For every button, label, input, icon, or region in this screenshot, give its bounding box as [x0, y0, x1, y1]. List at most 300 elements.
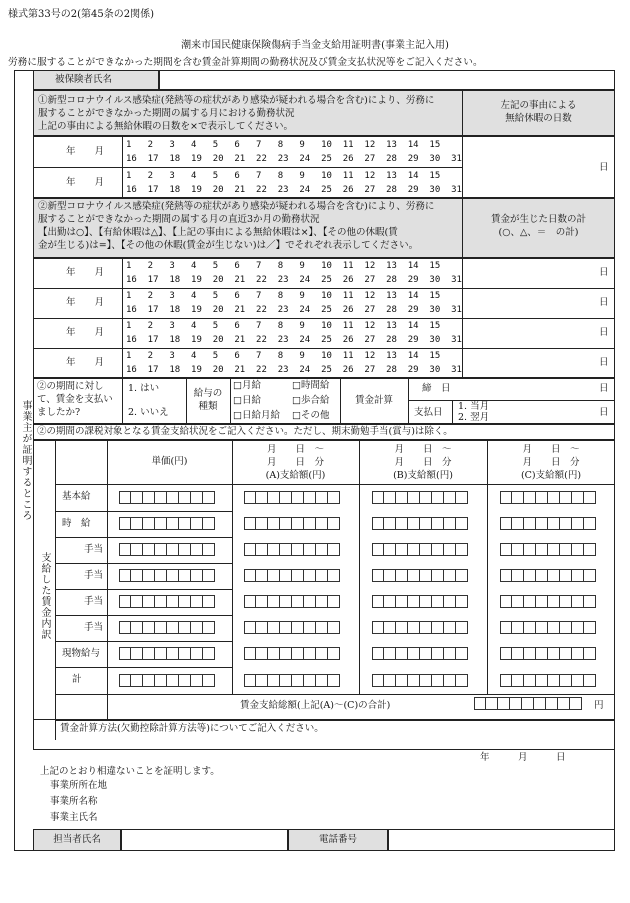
digit-cell[interactable]	[304, 621, 316, 634]
digit-cell[interactable]	[372, 569, 384, 582]
digit-cell[interactable]	[244, 517, 256, 530]
col-a-period-top[interactable]: 月 日 ～	[266, 444, 324, 455]
digit-cell[interactable]	[584, 621, 596, 634]
digit-cell[interactable]	[536, 491, 548, 504]
digit-cell[interactable]	[131, 543, 143, 556]
digit-cell[interactable]	[420, 543, 432, 556]
digit-cell[interactable]	[304, 491, 316, 504]
digit-cell[interactable]	[444, 491, 456, 504]
col-b-period-top[interactable]: 月 日 ～	[394, 444, 452, 455]
digit-cell[interactable]	[372, 491, 384, 504]
sec2-row4-ym[interactable]: 年 月	[66, 357, 105, 368]
digit-cell[interactable]	[268, 621, 280, 634]
digit-cell[interactable]	[384, 621, 396, 634]
digit-cell[interactable]	[244, 543, 256, 556]
amount-b-grid-row-5[interactable]	[372, 595, 468, 608]
digit-cell[interactable]	[500, 569, 512, 582]
digit-cell[interactable]	[512, 647, 524, 660]
digit-cell[interactable]	[548, 647, 560, 660]
digit-cell[interactable]	[512, 595, 524, 608]
digit-cell[interactable]	[548, 569, 560, 582]
digit-cell[interactable]	[560, 543, 572, 556]
digit-cell[interactable]	[500, 621, 512, 634]
digit-cell[interactable]	[143, 517, 155, 530]
digit-cell[interactable]	[372, 543, 384, 556]
digit-cell[interactable]	[372, 595, 384, 608]
unit-price-grid-row-1[interactable]	[119, 491, 215, 504]
digit-cell[interactable]	[500, 595, 512, 608]
phone-field[interactable]	[388, 829, 615, 851]
pay-type-hourly[interactable]: □時間給	[292, 380, 330, 391]
digit-cell[interactable]	[292, 543, 304, 556]
sec2-row2-days-1[interactable]: 1 2 3 4 5 6 7 8 9 10 11 12 13 14 15	[126, 291, 441, 301]
digit-cell[interactable]	[444, 647, 456, 660]
digit-cell[interactable]	[456, 517, 468, 530]
digit-cell[interactable]	[131, 647, 143, 660]
digit-cell[interactable]	[420, 621, 432, 634]
digit-cell[interactable]	[191, 674, 203, 687]
digit-cell[interactable]	[444, 621, 456, 634]
digit-cell[interactable]	[524, 595, 536, 608]
sec2-row1-days-1[interactable]: 1 2 3 4 5 6 7 8 9 10 11 12 13 14 15	[126, 261, 441, 271]
digit-cell[interactable]	[584, 595, 596, 608]
digit-cell[interactable]	[536, 595, 548, 608]
unit-price-grid-row-7[interactable]	[119, 647, 215, 660]
sec2-row2-ym[interactable]: 年 月	[66, 297, 105, 308]
digit-cell[interactable]	[512, 621, 524, 634]
digit-cell[interactable]	[155, 543, 167, 556]
pay-type-other[interactable]: □その他	[292, 410, 330, 421]
digit-cell[interactable]	[536, 517, 548, 530]
digit-cell[interactable]	[292, 491, 304, 504]
digit-cell[interactable]	[292, 569, 304, 582]
digit-cell[interactable]	[256, 647, 268, 660]
digit-cell[interactable]	[316, 517, 328, 530]
sec2-row3-days-2[interactable]: 16 17 18 19 20 21 22 23 24 25 26 27 28 29 30 31	[126, 335, 462, 345]
digit-cell[interactable]	[316, 621, 328, 634]
digit-cell[interactable]	[179, 595, 191, 608]
digit-cell[interactable]	[155, 491, 167, 504]
unit-price-grid-row-8[interactable]	[119, 674, 215, 687]
digit-cell[interactable]	[268, 647, 280, 660]
digit-cell[interactable]	[316, 543, 328, 556]
unit-price-grid-row-6[interactable]	[119, 621, 215, 634]
digit-cell[interactable]	[524, 569, 536, 582]
col-c-period-top[interactable]: 月 日 ～	[522, 444, 580, 455]
digit-cell[interactable]	[256, 569, 268, 582]
digit-cell[interactable]	[584, 517, 596, 530]
digit-cell[interactable]	[560, 491, 572, 504]
digit-cell[interactable]	[408, 595, 420, 608]
digit-cell[interactable]	[256, 491, 268, 504]
digit-cell[interactable]	[524, 517, 536, 530]
col-c-period-bottom[interactable]: 月 日 分	[522, 457, 580, 468]
digit-cell[interactable]	[244, 491, 256, 504]
unit-price-grid-row-5[interactable]	[119, 595, 215, 608]
amount-c-grid-row-3[interactable]	[500, 543, 596, 556]
digit-cell[interactable]	[167, 491, 179, 504]
digit-cell[interactable]	[203, 595, 215, 608]
digit-cell[interactable]	[572, 517, 584, 530]
digit-cell[interactable]	[408, 621, 420, 634]
digit-cell[interactable]	[500, 674, 512, 687]
digit-cell[interactable]	[432, 674, 444, 687]
digit-cell[interactable]	[316, 674, 328, 687]
amount-a-grid-row-8[interactable]	[244, 674, 340, 687]
digit-cell[interactable]	[456, 569, 468, 582]
digit-cell[interactable]	[536, 647, 548, 660]
certify-date[interactable]: 年 月 日	[480, 752, 566, 763]
digit-cell[interactable]	[572, 491, 584, 504]
digit-cell[interactable]	[131, 569, 143, 582]
digit-cell[interactable]	[444, 569, 456, 582]
digit-cell[interactable]	[572, 543, 584, 556]
digit-cell[interactable]	[548, 517, 560, 530]
digit-cell[interactable]	[179, 647, 191, 660]
digit-cell[interactable]	[456, 491, 468, 504]
digit-cell[interactable]	[500, 647, 512, 660]
digit-cell[interactable]	[560, 674, 572, 687]
digit-cell[interactable]	[292, 647, 304, 660]
digit-cell[interactable]	[119, 595, 131, 608]
sec2-row4-days-2[interactable]: 16 17 18 19 20 21 22 23 24 25 26 27 28 29 30 31	[126, 365, 462, 375]
digit-cell[interactable]	[167, 595, 179, 608]
digit-cell[interactable]	[191, 491, 203, 504]
digit-cell[interactable]	[119, 543, 131, 556]
digit-cell[interactable]	[244, 674, 256, 687]
digit-cell[interactable]	[191, 595, 203, 608]
digit-cell[interactable]	[384, 569, 396, 582]
digit-cell[interactable]	[408, 491, 420, 504]
sec1-row2-days-1[interactable]: 1 2 3 4 5 6 7 8 9 10 11 12 13 14 15	[126, 171, 441, 181]
digit-cell[interactable]	[179, 569, 191, 582]
digit-cell[interactable]	[280, 647, 292, 660]
digit-cell[interactable]	[244, 569, 256, 582]
digit-cell[interactable]	[256, 674, 268, 687]
digit-cell[interactable]	[384, 517, 396, 530]
digit-cell[interactable]	[444, 595, 456, 608]
amount-c-grid-row-6[interactable]	[500, 621, 596, 634]
digit-cell[interactable]	[548, 674, 560, 687]
digit-cell[interactable]	[119, 517, 131, 530]
amount-c-grid-row-1[interactable]	[500, 491, 596, 504]
amount-c-grid-row-5[interactable]	[500, 595, 596, 608]
digit-cell[interactable]	[384, 674, 396, 687]
col-b-period-bottom[interactable]: 月 日 分	[394, 457, 452, 468]
digit-cell[interactable]	[572, 674, 584, 687]
digit-cell[interactable]	[131, 595, 143, 608]
digit-cell[interactable]	[143, 621, 155, 634]
digit-cell[interactable]	[372, 621, 384, 634]
digit-cell[interactable]	[328, 517, 340, 530]
digit-cell[interactable]	[155, 647, 167, 660]
digit-cell[interactable]	[304, 647, 316, 660]
amount-b-grid-row-6[interactable]	[372, 621, 468, 634]
digit-cell[interactable]	[384, 595, 396, 608]
unit-price-grid-row-4[interactable]	[119, 569, 215, 582]
digit-cell[interactable]	[432, 595, 444, 608]
digit-cell[interactable]	[432, 621, 444, 634]
digit-cell[interactable]	[500, 491, 512, 504]
digit-cell[interactable]	[432, 517, 444, 530]
digit-cell[interactable]	[408, 674, 420, 687]
digit-cell[interactable]	[131, 674, 143, 687]
digit-cell[interactable]	[572, 647, 584, 660]
digit-cell[interactable]	[131, 491, 143, 504]
digit-cell[interactable]	[167, 543, 179, 556]
sec2-row1-days-2[interactable]: 16 17 18 19 20 21 22 23 24 25 26 27 28 29 30 31	[126, 275, 462, 285]
pay-no-option[interactable]: 2. いいえ	[128, 407, 169, 418]
digit-cell[interactable]	[131, 621, 143, 634]
digit-cell[interactable]	[143, 543, 155, 556]
digit-cell[interactable]	[203, 491, 215, 504]
digit-cell[interactable]	[155, 621, 167, 634]
digit-cell[interactable]	[244, 647, 256, 660]
sec2-row1-ym[interactable]: 年 月	[66, 267, 105, 278]
digit-cell[interactable]	[328, 647, 340, 660]
digit-cell[interactable]	[548, 491, 560, 504]
digit-cell[interactable]	[268, 517, 280, 530]
digit-cell[interactable]	[179, 543, 191, 556]
digit-cell[interactable]	[304, 517, 316, 530]
unit-price-grid-row-3[interactable]	[119, 543, 215, 556]
digit-cell[interactable]	[316, 595, 328, 608]
digit-cell[interactable]	[328, 569, 340, 582]
digit-cell[interactable]	[328, 491, 340, 504]
col-a-period-bottom[interactable]: 月 日 分	[266, 457, 324, 468]
digit-cell[interactable]	[155, 674, 167, 687]
digit-cell[interactable]	[268, 569, 280, 582]
digit-cell[interactable]	[167, 621, 179, 634]
digit-cell[interactable]	[512, 491, 524, 504]
amount-a-grid-row-4[interactable]	[244, 569, 340, 582]
digit-cell[interactable]	[304, 595, 316, 608]
unit-price-grid-row-2[interactable]	[119, 517, 215, 530]
amount-a-grid-row-1[interactable]	[244, 491, 340, 504]
amount-a-grid-row-5[interactable]	[244, 595, 340, 608]
amount-b-grid-row-2[interactable]	[372, 517, 468, 530]
digit-cell[interactable]	[119, 621, 131, 634]
digit-cell[interactable]	[179, 491, 191, 504]
digit-cell[interactable]	[444, 517, 456, 530]
digit-cell[interactable]	[456, 647, 468, 660]
digit-cell[interactable]	[396, 595, 408, 608]
digit-cell[interactable]	[244, 621, 256, 634]
digit-cell[interactable]	[524, 621, 536, 634]
digit-cell[interactable]	[512, 674, 524, 687]
amount-b-grid-row-4[interactable]	[372, 569, 468, 582]
digit-cell[interactable]	[456, 621, 468, 634]
digit-cell[interactable]	[143, 647, 155, 660]
digit-cell[interactable]	[316, 491, 328, 504]
digit-cell[interactable]	[420, 674, 432, 687]
sec1-row2-days-2[interactable]: 16 17 18 19 20 21 22 23 24 25 26 27 28 29 30 31	[126, 185, 462, 195]
digit-cell[interactable]	[584, 491, 596, 504]
digit-cell[interactable]	[444, 674, 456, 687]
digit-cell[interactable]	[167, 674, 179, 687]
digit-cell[interactable]	[560, 621, 572, 634]
digit-cell[interactable]	[584, 569, 596, 582]
digit-cell[interactable]	[179, 674, 191, 687]
digit-cell[interactable]	[456, 674, 468, 687]
digit-cell[interactable]	[444, 543, 456, 556]
digit-cell[interactable]	[432, 491, 444, 504]
digit-cell[interactable]	[191, 621, 203, 634]
staff-name-field[interactable]	[121, 829, 288, 851]
digit-cell[interactable]	[584, 674, 596, 687]
digit-cell[interactable]	[560, 647, 572, 660]
digit-cell[interactable]	[512, 569, 524, 582]
digit-cell[interactable]	[328, 674, 340, 687]
digit-cell[interactable]	[268, 543, 280, 556]
amount-b-grid-row-1[interactable]	[372, 491, 468, 504]
digit-cell[interactable]	[512, 517, 524, 530]
digit-cell[interactable]	[408, 569, 420, 582]
digit-cell[interactable]	[396, 621, 408, 634]
digit-cell[interactable]	[536, 621, 548, 634]
digit-cell[interactable]	[167, 517, 179, 530]
digit-cell[interactable]	[304, 543, 316, 556]
sec1-row2-ym[interactable]: 年 月	[66, 177, 105, 188]
digit-cell[interactable]	[548, 595, 560, 608]
digit-cell[interactable]	[119, 491, 131, 504]
digit-cell[interactable]	[167, 569, 179, 582]
digit-cell[interactable]	[536, 543, 548, 556]
amount-c-grid-row-4[interactable]	[500, 569, 596, 582]
amount-a-grid-row-3[interactable]	[244, 543, 340, 556]
digit-cell[interactable]	[548, 543, 560, 556]
digit-cell[interactable]	[420, 647, 432, 660]
pay-type-commission[interactable]: □歩合給	[292, 395, 330, 406]
digit-cell[interactable]	[560, 517, 572, 530]
pay-day-current-month[interactable]: 1. 当月	[458, 401, 490, 412]
digit-cell[interactable]	[512, 543, 524, 556]
digit-cell[interactable]	[203, 674, 215, 687]
digit-cell[interactable]	[396, 647, 408, 660]
digit-cell[interactable]	[372, 647, 384, 660]
digit-cell[interactable]	[456, 595, 468, 608]
digit-cell[interactable]	[292, 674, 304, 687]
digit-cell[interactable]	[191, 543, 203, 556]
digit-cell[interactable]	[280, 543, 292, 556]
digit-cell[interactable]	[292, 517, 304, 530]
amount-a-grid-row-6[interactable]	[244, 621, 340, 634]
digit-cell[interactable]	[292, 595, 304, 608]
digit-cell[interactable]	[268, 595, 280, 608]
digit-cell[interactable]	[560, 595, 572, 608]
digit-cell[interactable]	[256, 517, 268, 530]
digit-cell[interactable]	[155, 595, 167, 608]
digit-cell[interactable]	[292, 621, 304, 634]
digit-cell[interactable]	[316, 569, 328, 582]
digit-cell[interactable]	[420, 569, 432, 582]
digit-cell[interactable]	[432, 647, 444, 660]
digit-cell[interactable]	[179, 517, 191, 530]
digit-cell[interactable]	[179, 621, 191, 634]
digit-cell[interactable]	[155, 569, 167, 582]
digit-cell[interactable]	[524, 491, 536, 504]
digit-cell[interactable]	[328, 595, 340, 608]
digit-cell[interactable]	[119, 569, 131, 582]
digit-cell[interactable]	[256, 621, 268, 634]
insured-name-field[interactable]	[159, 70, 615, 90]
digit-cell[interactable]	[131, 517, 143, 530]
digit-cell[interactable]	[280, 621, 292, 634]
digit-cell[interactable]	[584, 543, 596, 556]
digit-cell[interactable]	[143, 595, 155, 608]
sec2-row4-days-1[interactable]: 1 2 3 4 5 6 7 8 9 10 11 12 13 14 15	[126, 351, 441, 361]
digit-cell[interactable]	[456, 543, 468, 556]
digit-cell[interactable]	[560, 569, 572, 582]
digit-cell[interactable]	[316, 647, 328, 660]
pay-type-monthly[interactable]: □月給	[233, 380, 261, 391]
digit-cell[interactable]	[191, 517, 203, 530]
total-amount-grid[interactable]	[474, 697, 582, 710]
digit-cell[interactable]	[536, 674, 548, 687]
sec2-row3-days-1[interactable]: 1 2 3 4 5 6 7 8 9 10 11 12 13 14 15	[126, 321, 441, 331]
digit-cell[interactable]	[396, 569, 408, 582]
digit-cell[interactable]	[524, 647, 536, 660]
digit-cell[interactable]	[119, 647, 131, 660]
digit-cell[interactable]	[203, 517, 215, 530]
digit-cell[interactable]	[408, 543, 420, 556]
digit-cell[interactable]	[396, 674, 408, 687]
digit-cell[interactable]	[384, 647, 396, 660]
amount-b-grid-row-3[interactable]	[372, 543, 468, 556]
digit-cell[interactable]	[304, 674, 316, 687]
digit-cell[interactable]	[268, 491, 280, 504]
digit-cell[interactable]	[143, 674, 155, 687]
digit-cell[interactable]	[119, 674, 131, 687]
digit-cell[interactable]	[396, 517, 408, 530]
digit-cell[interactable]	[280, 595, 292, 608]
digit-cell[interactable]	[203, 647, 215, 660]
sec2-row2-days-2[interactable]: 16 17 18 19 20 21 22 23 24 25 26 27 28 29 30 31	[126, 305, 462, 315]
amount-a-grid-row-2[interactable]	[244, 517, 340, 530]
sec1-row1-days-2[interactable]: 16 17 18 19 20 21 22 23 24 25 26 27 28 29 30 31	[126, 154, 462, 164]
digit-cell[interactable]	[280, 517, 292, 530]
digit-cell[interactable]	[167, 647, 179, 660]
digit-cell[interactable]	[384, 491, 396, 504]
digit-cell[interactable]	[420, 595, 432, 608]
pay-yes-option[interactable]: 1. はい	[128, 383, 160, 394]
digit-cell[interactable]	[191, 647, 203, 660]
digit-cell[interactable]	[420, 491, 432, 504]
digit-cell[interactable]	[408, 517, 420, 530]
digit-cell[interactable]	[572, 595, 584, 608]
sec2-row3-ym[interactable]: 年 月	[66, 327, 105, 338]
amount-b-grid-row-8[interactable]	[372, 674, 468, 687]
digit-cell[interactable]	[432, 569, 444, 582]
digit-cell[interactable]	[408, 647, 420, 660]
digit-cell[interactable]	[572, 569, 584, 582]
digit-cell[interactable]	[203, 543, 215, 556]
sec1-row1-days-1[interactable]: 1 2 3 4 5 6 7 8 9 10 11 12 13 14 15	[126, 140, 441, 150]
digit-cell[interactable]	[372, 517, 384, 530]
digit-cell[interactable]	[256, 543, 268, 556]
digit-cell[interactable]	[584, 647, 596, 660]
digit-cell[interactable]	[328, 621, 340, 634]
digit-cell[interactable]	[203, 621, 215, 634]
digit-cell[interactable]	[280, 569, 292, 582]
digit-cell[interactable]	[143, 491, 155, 504]
digit-cell[interactable]	[203, 569, 215, 582]
digit-cell[interactable]	[420, 517, 432, 530]
pay-day-next-month[interactable]: 2. 翌月	[458, 412, 490, 423]
digit-cell[interactable]	[384, 543, 396, 556]
amount-c-grid-row-2[interactable]	[500, 517, 596, 530]
digit-cell[interactable]	[304, 569, 316, 582]
